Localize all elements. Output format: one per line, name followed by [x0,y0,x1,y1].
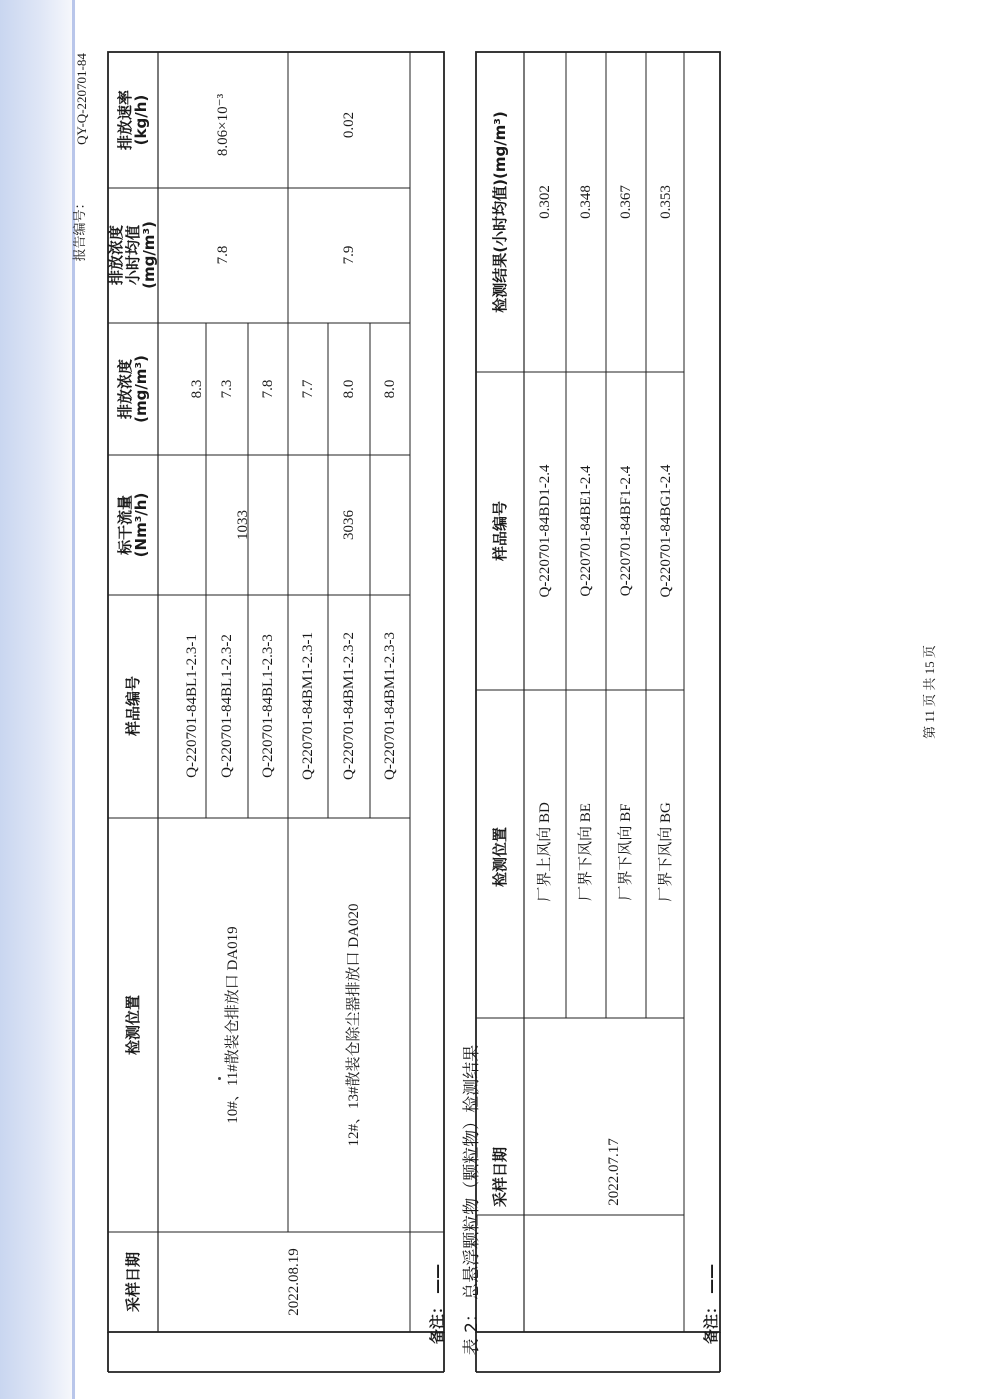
t1-g1-avg: 7.8 [214,245,231,265]
t1-header-conc: 排放浓度 (mg/m³) [115,355,150,423]
t1-g2-flow: 3036 [340,510,357,540]
t1-g2-row2-sample: Q-220701-84BM1-2.3-2 [340,632,357,780]
scan-speck [218,1077,221,1080]
t2-header-date: 采样日期 [490,1147,509,1208]
t1-g2-row3-sample: Q-220701-84BM1-2.3-3 [381,632,398,780]
report-number-label: 报告编号： [71,196,87,262]
t2-row2-sample: Q-220701-84BE1-2.4 [577,465,594,597]
t1-g2-avg: 7.9 [340,245,357,265]
t1-header-sample-id: 样品编号 [123,676,142,737]
t1-header-location: 检测位置 [123,995,142,1056]
t1-g1-row3-conc: 7.8 [259,379,276,399]
t2-title: 表 2： 总悬浮颗粒物（颗粒物）检测结果 [461,1044,482,1356]
t1-header-date: 采样日期 [123,1252,142,1313]
t1-g2-row1-conc: 7.7 [299,379,316,399]
page-footer: 第 11 页 共 15 页 [921,645,937,739]
t2-header-sample-id: 样品编号 [490,501,509,562]
t1-header-flow: 标干流量 (Nm³/h) [115,492,150,558]
t2-row2-location: 厂界下风向 BE [577,803,594,901]
t1-date: 2022.08.19 [285,1248,302,1316]
t2-header-location: 检测位置 [490,827,509,888]
t1-header-rate: 排放速率 (kg/h) [115,90,150,151]
t1-g1-flow: 1033 [234,510,251,540]
t1-g2-location: 12#、13#散装仓除尘器排放口 DA020 [345,903,362,1147]
t2-row4-location: 厂界下风向 BG [657,802,674,902]
t1-g2-row1-sample: Q-220701-84BM1-2.3-1 [299,632,316,780]
t1-g1-row1-conc: 8.3 [188,379,205,399]
t2-row1-result: 0.302 [536,185,553,219]
t2-row3-result: 0.367 [617,185,634,219]
t2-row4-sample: Q-220701-84BG1-2.4 [657,464,674,598]
t1-g2-row3-conc: 8.0 [381,379,398,399]
t1-g2-row2-conc: 8.0 [340,379,357,399]
t1-g1-row3-sample: Q-220701-84BL1-2.3-3 [259,634,276,778]
t2-note: 备注： —— [701,1263,720,1345]
t1-note: 备注： —— [427,1263,446,1345]
t1-g1-rate: 8.06×10⁻³ [214,93,231,157]
t2-row4-result: 0.353 [657,185,674,219]
t2-header-result: 检测结果(小时均值)(mg/m³) [490,111,509,313]
t1-g2-rate: 0.02 [340,111,357,139]
report-number: QY-Q-220701-84 [73,53,89,145]
t1-g1-row1-sample: Q-220701-84BL1-2.3-1 [183,634,200,778]
t2-row2-result: 0.348 [577,185,594,219]
t1-g1-row2-sample: Q-220701-84BL1-2.3-2 [218,634,235,778]
t2-row3-location: 厂界下风向 BF [617,803,634,901]
t2-date: 2022.07.17 [605,1138,622,1206]
t1-g1-row2-conc: 7.3 [218,379,235,399]
t2-row3-sample: Q-220701-84BF1-2.4 [617,465,634,597]
t2-row1-location: 厂界上风向 BD [536,802,553,902]
t1-g1-location: 10#、11#散装仓排放口 DA019 [224,926,241,1124]
t2-row1-sample: Q-220701-84BD1-2.4 [536,464,553,598]
t1-header-avg: 排放浓度 小时均值 (mg/m³) [107,221,159,289]
